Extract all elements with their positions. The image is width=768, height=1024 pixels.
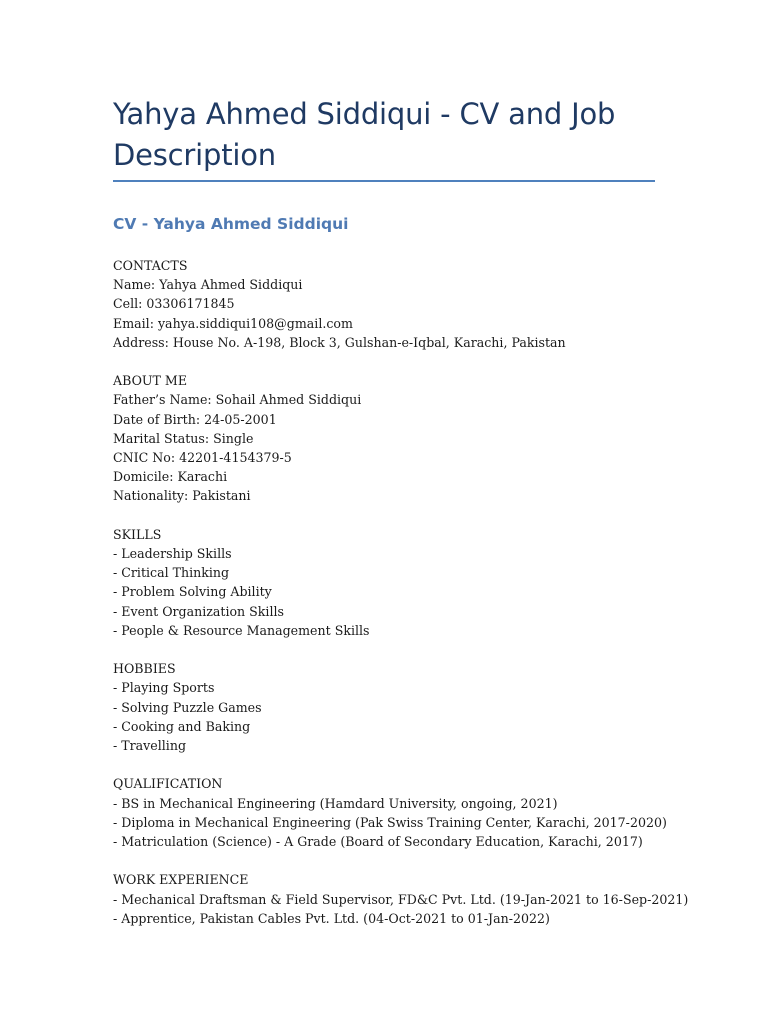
cv-subtitle: CV - Yahya Ahmed Siddiqui [113,215,349,233]
hobby-item: - Solving Puzzle Games [113,699,262,715]
skills-heading: SKILLS [113,526,162,542]
about-heading: ABOUT ME [113,373,188,389]
skill-item: - Critical Thinking [113,565,230,581]
qualification-heading: QUALIFICATION [113,776,223,792]
hobby-item: - Playing Sports [113,680,215,696]
skill-item: - Problem Solving Ability [113,584,272,600]
qualification-section [113,774,673,851]
hobby-item: - Travelling [113,738,187,754]
about-nationality: Nationality: Pakistani [113,488,251,504]
skill-item: - Leadership Skills [113,546,232,562]
contact-email: Email: yahya.siddiqui108@gmail.com [113,315,353,331]
about-cnic: CNIC No: 42201-4154379-5 [113,450,292,466]
contacts-heading: CONTACTS [113,258,188,273]
contact-cell: Cell: 03306171845 [113,296,235,312]
contact-address: Address: House No. A-198, Block 3, Gulshan-e-Iqbal, Karachi, Pakistan [113,334,566,350]
hobbies-section [113,659,673,755]
about-domicile: Domicile: Karachi [113,469,228,485]
contact-name: Name: Yahya Ahmed Siddiqui [113,277,303,293]
qualification-item: - Diploma in Mechanical Engineering (Pak Swiss Training Center, Karachi, 2017-2020) [113,814,667,830]
skill-item: - Event Organization Skills [113,603,284,619]
about-fathers-name: Father’s Name: Sohail Ahmed Siddiqui [113,392,362,408]
skill-item: - People & Resource Management Skills [113,622,370,638]
about-date-of-birth: Date of Birth: 24-05-2001 [113,411,277,427]
hobbies-heading: HOBBIES [113,661,176,677]
work-experience-heading: WORK EXPERIENCE [113,872,249,888]
qualification-item: - BS in Mechanical Engineering (Hamdard University, ongoing, 2021) [113,795,558,811]
work-experience-section [113,870,689,928]
work-experience-item: - Mechanical Draftsman & Field Supervisor, FD&C Pvt. Ltd. (19-Jan-2021 to 16-Sep-2021) [113,891,689,907]
about-section [113,371,673,505]
contacts-section [113,256,673,352]
skills-section [113,525,673,640]
title-divider [113,180,655,182]
about-marital-status: Marital Status: Single [113,430,254,446]
work-experience-item: - Apprentice, Pakistan Cables Pvt. Ltd. (04-Oct-2021 to 01-Jan-2022) [113,910,550,926]
qualification-item: - Matriculation (Science) - A Grade (Board of Secondary Education, Karachi, 2017) [113,834,643,850]
cv-body [113,256,689,947]
document-title: Yahya Ahmed Siddiqui - CV and Job Description [113,97,616,172]
hobby-item: - Cooking and Baking [113,718,251,734]
